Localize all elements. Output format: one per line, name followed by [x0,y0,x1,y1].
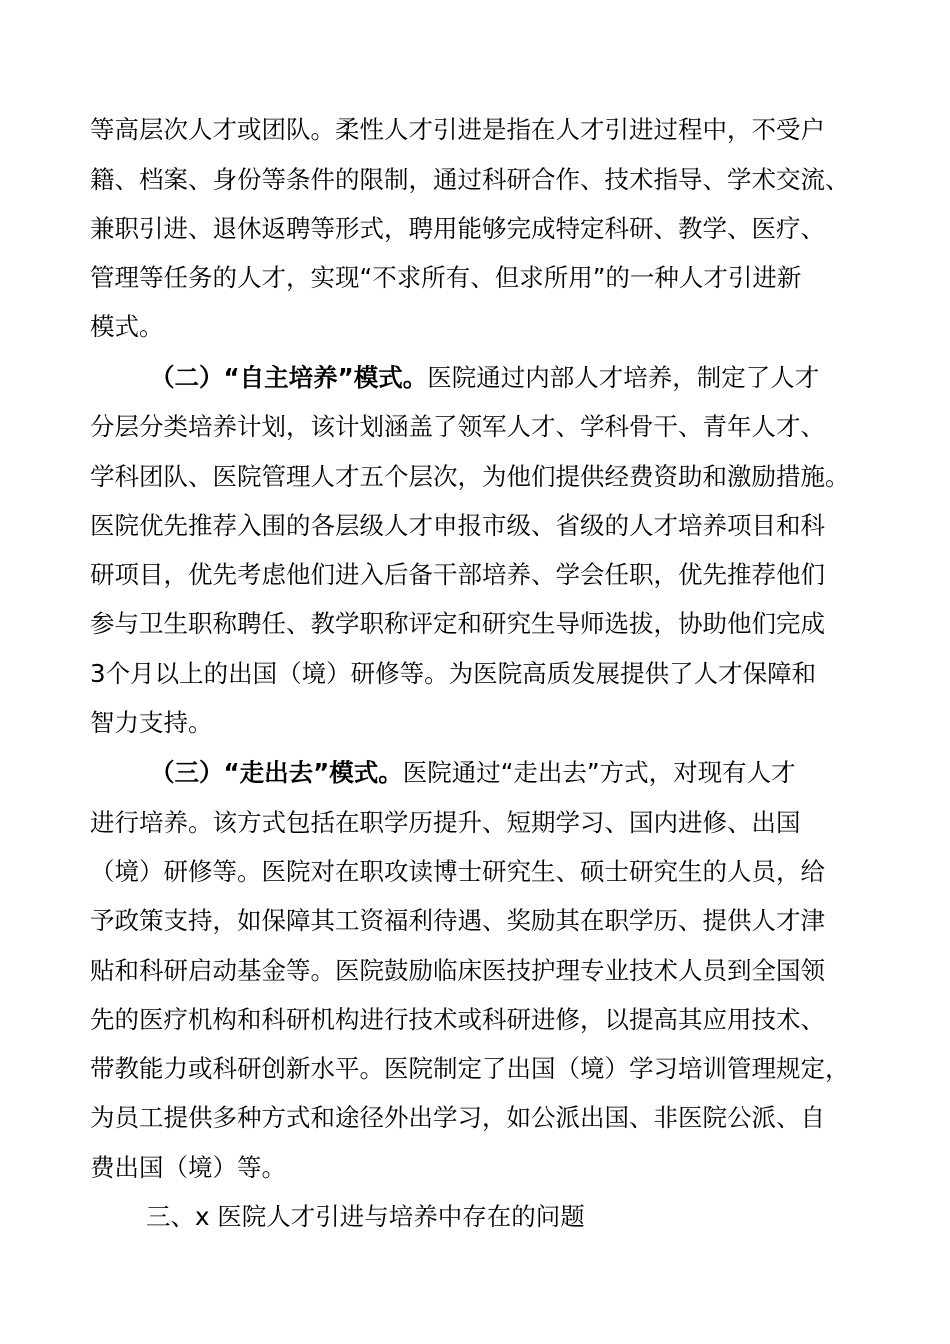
paragraph-line: 模式。 [90,312,164,341]
paragraph-line: 等高层次人才或团队。柔性人才引进是指在人才引进过程中，不受户 [90,115,825,144]
paragraph-line: 智力支持。 [90,708,213,737]
paragraph-line: 先的医疗机构和科研机构进行技术或科研进修，以提高其应用技术、 [90,1005,825,1034]
paragraph-line: 贴和科研启动基金等。医院鼓励临床医技护理专业技术人员到全国领 [90,956,825,985]
section-2-heading: （二）“自主培养”模式。 [150,363,428,392]
section-title: 三、x 医院人才引进与培养中存在的问题 [146,1202,585,1231]
paragraph-line: 研项目，优先考虑他们进入后备干部培养、学会任职，优先推荐他们 [90,560,825,589]
paragraph-line: 医院优先推荐入围的各层级人才申报市级、省级的人才培养项目和科 [90,511,825,540]
paragraph-line: （境）研修等。医院对在职攻读博士研究生、硕士研究生的人员，给 [90,857,825,886]
paragraph-line: 分层分类培养计划，该计划涵盖了领军人才、学科骨干、青年人才、 [90,412,825,441]
paragraph-line: 进行培养。该方式包括在职学历提升、短期学习、国内进修、出国 [90,808,801,837]
paragraph-line: 管理等任务的人才，实现“不求所有、但求所用”的一种人才引进新 [90,263,802,292]
section-3-first-line-text: 医院通过“走出去”方式，对现有人才 [402,758,796,787]
paragraph-line: 为员工提供多种方式和途径外出学习，如公派出国、非医院公派、自 [90,1103,825,1132]
paragraph-line: 兼职引进、退休返聘等形式，聘用能够完成特定科研、教学、医疗、 [90,214,825,243]
section-3-first-line [150,756,796,790]
section-2-first-line-text: 医院通过内部人才培养，制定了人才 [427,363,820,392]
paragraph-line: 费出国（境）等。 [90,1153,286,1182]
section-3-heading: （三）“走出去”模式。 [150,758,403,787]
paragraph-line: 参与卫生职称聘任、教学职称评定和研究生导师选拔，协助他们完成 [90,609,825,638]
paragraph-line: 籍、档案、身份等条件的限制，通过科研合作、技术指导、学术交流、 [90,165,850,194]
paragraph-line: 予政策支持，如保障其工资福利待遇、奖励其在职学历、提供人才津 [90,906,825,935]
section-2-first-line [150,361,819,395]
paragraph-line: 学科团队、医院管理人才五个层次，为他们提供经费资助和激励措施。 [90,462,850,491]
paragraph-line: 3个月以上的出国（境）研修等。为医院高质发展提供了人才保障和 [90,659,817,688]
paragraph-line: 带教能力或科研创新水平。医院制定了出国（境）学习培训管理规定， [90,1054,850,1083]
